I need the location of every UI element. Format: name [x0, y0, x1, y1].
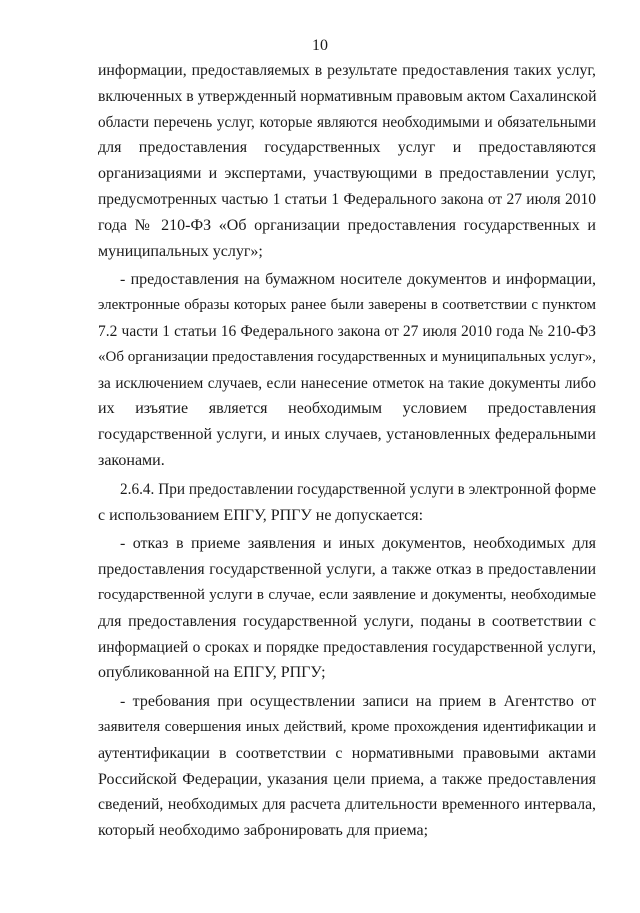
- text-line: сведений, необходимых для расчета длительности временного интервала,: [98, 796, 596, 814]
- document-body: [98, 58, 596, 844]
- text-line: 2.6.4. При предоставлении государственной услуги в электронной форме: [120, 480, 596, 498]
- text-line: который необходимо забронировать для приема;: [98, 822, 429, 840]
- text-line: заявителя совершения иных действий, кроме прохождения идентификации и: [98, 718, 596, 735]
- text-line: - предоставления на бумажном носителе документов и информации,: [120, 271, 596, 289]
- text-line: информации, предоставляемых в результате предоставления таких услуг,: [98, 62, 596, 79]
- text-line: включенных в утвержденный нормативным правовым актом Сахалинской: [98, 87, 597, 105]
- text-line: за исключением случаев, если нанесение отметок на такие документы либо: [98, 374, 596, 392]
- page-number: 10: [312, 37, 328, 54]
- text-line: 7.2 части 1 статьи 16 Федерального закона от 27 июля 2010 года № 210-ФЗ: [98, 322, 596, 340]
- text-line: государственной услуги в случае, если заявление и документы, необходимые: [98, 586, 596, 603]
- text-line: предусмотренных частью 1 статьи 1 Федерального закона от 27 июля 2010: [98, 190, 596, 208]
- text-line: для предоставления государственных услуг и предоставляются: [98, 139, 596, 157]
- text-line: с использованием ЕПГУ, РПГУ не допускается:: [98, 506, 424, 524]
- text-line: государственной услуги, и иных случаев, установленных федеральными: [98, 426, 596, 444]
- text-line: - требования при осуществлении записи на прием в Агентство от: [120, 693, 596, 711]
- text-line: - отказ в приеме заявления и иных документов, необходимых для: [120, 535, 596, 553]
- text-line: области перечень услуг, которые являются необходимыми и обязательными: [98, 113, 596, 131]
- text-line: электронные образы которых ранее были заверены в соответствии с пунктом: [98, 297, 596, 314]
- text-line: Российской Федерации, указания цели приема, а также предоставления: [98, 770, 596, 788]
- text-line: организациями и экспертами, участвующими в предоставлении услуг,: [98, 165, 596, 183]
- text-line: опубликованной на ЕПГУ, РПГУ;: [98, 664, 326, 682]
- text-line: информацией о сроках и порядке предоставления государственной услуги,: [98, 638, 596, 656]
- text-line: муниципальных услуг»;: [98, 242, 263, 260]
- text-line: законами.: [98, 451, 165, 469]
- text-line: аутентификации в соответствии с нормативными правовыми актами: [98, 744, 596, 762]
- text-line: их изъятие является необходимым условием предоставления: [98, 400, 596, 418]
- text-line: для предоставления государственной услуги, поданы в соответствии с: [98, 612, 596, 630]
- text-line: года № 210-ФЗ «Об организации предоставления государственных и: [98, 216, 596, 234]
- text-line: предоставления государственной услуги, а также отказ в предоставлении: [98, 561, 596, 579]
- text-line: «Об организации предоставления государственных и муниципальных услуг»,: [98, 348, 596, 365]
